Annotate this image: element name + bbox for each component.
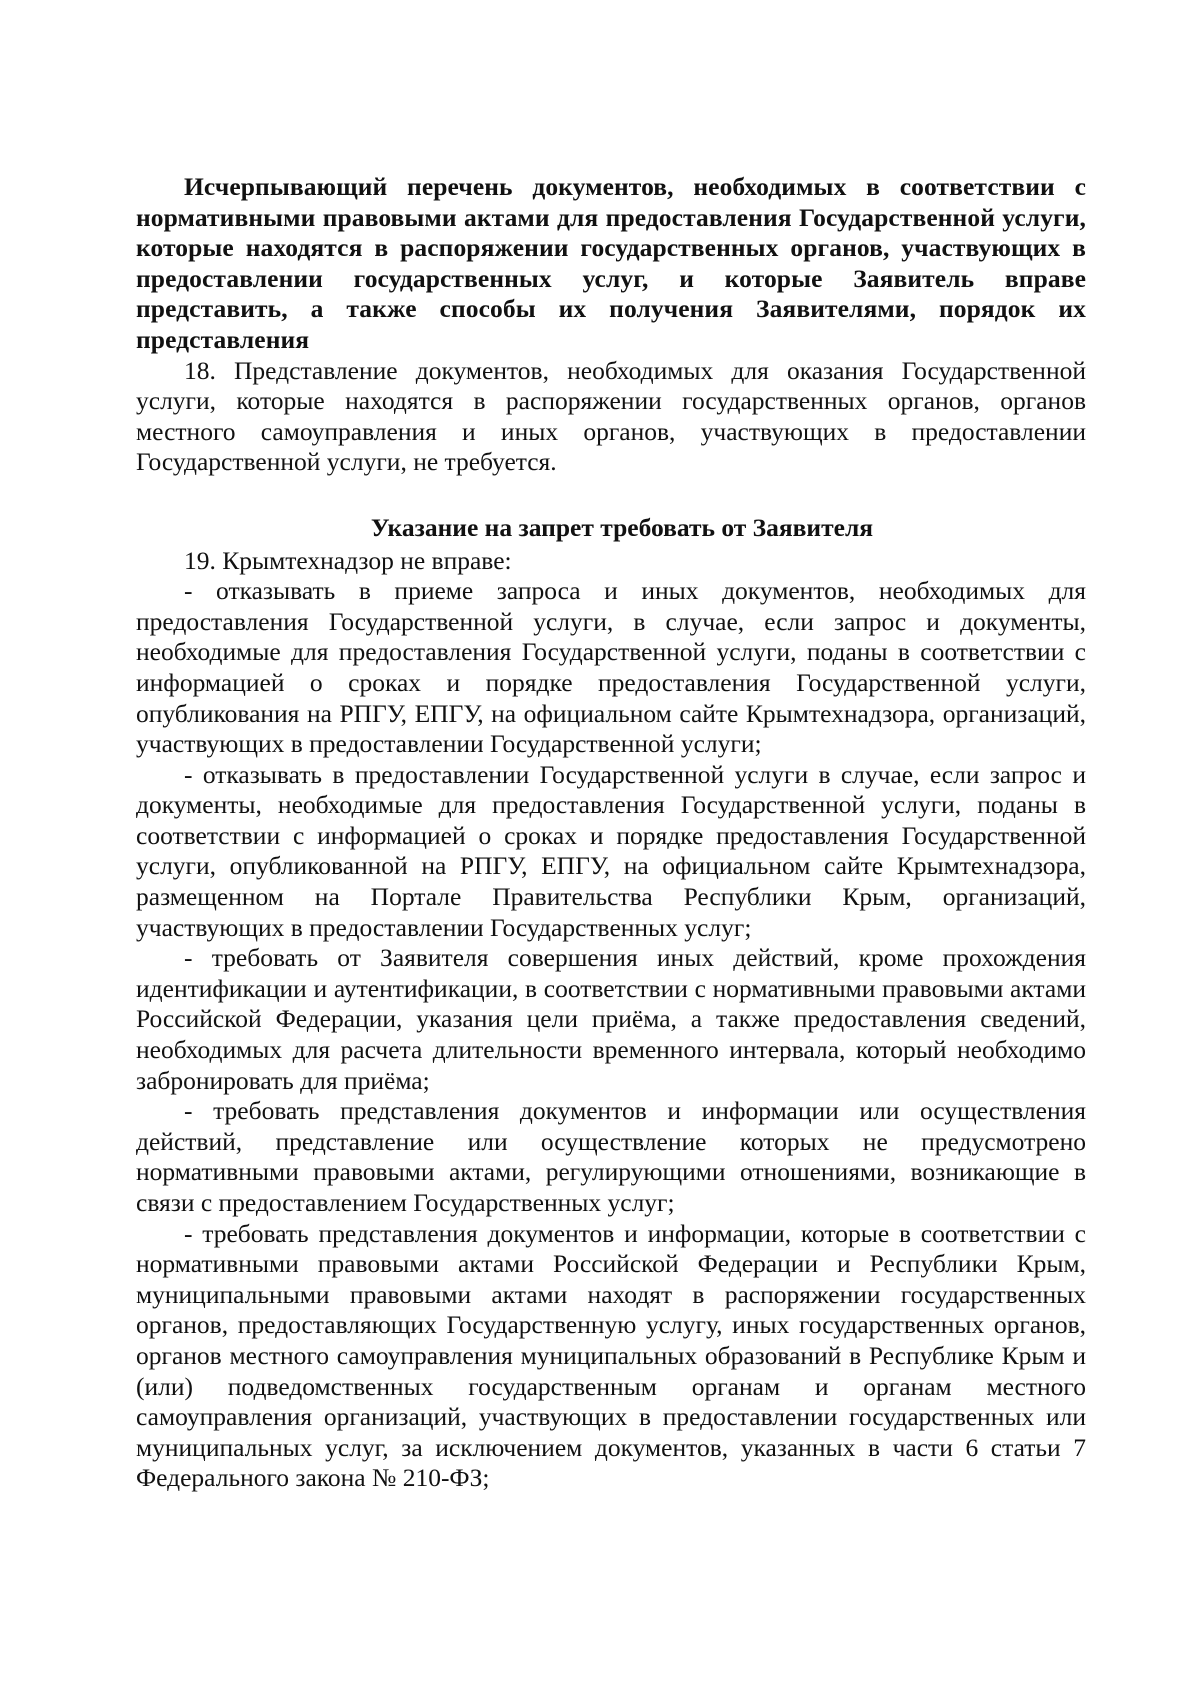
section-heading: Исчерпывающий перечень документов, необходимых в соответствии с нормативными правовыми актами для предоставления Государственной услуги, которые находятся в распоряжении государственных органов, участвующих в предоставлении государственных услуг, и которые Заявитель вправе представить, а также способы их получения Заявителями, порядок их представления [136, 172, 1086, 354]
subheading: Указание на запрет требовать от Заявителя [370, 512, 874, 542]
paragraph-19-intro: 19. Крымтехнадзор не вправе: [184, 545, 512, 575]
list-item: - требовать представления документов и информации или осуществления действий, представление или осуществление которых не предусмотрено нормативными правовыми актами, регулирующими отношениями, возникающие в связи с предоставлением Государственных услуг; [136, 1096, 1086, 1217]
document-body [136, 172, 1086, 1494]
list-item: - отказывать в приеме запроса и иных документов, необходимых для предоставления Государственной услуги, в случае, если запрос и документы, необходимые для предоставления Государственной услуги, поданы в соответствии с информацией о сроках и порядке предоставления Государственной услуги, опубликования на РПГУ, ЕПГУ, на официальном сайте Крымтехнадзора, организаций, участвующих в предоставлении Государственной услуги; [136, 576, 1086, 759]
list-item: - требовать представления документов и информации, которые в соответствии с нормативными правовыми актами Российской Федерации и Республики Крым, муниципальными правовыми актами находят в распоряжении государственных органов, предоставляющих Государственную услугу, иных государственных органов, органов местного самоуправления муниципальных образований в Республике Крым и (или) подведомственных государственным органам и органам местного самоуправления организаций, участвующих в предоставлении государственных или муниципальных услуг, за исключением документов, указанных в части 6 статьи 7 Федерального закона № 210-ФЗ; [136, 1218, 1086, 1493]
list-item: - отказывать в предоставлении Государственной услуги в случае, если запрос и документы, необходимые для предоставления Государственной услуги, поданы в соответствии с информацией о сроках и порядке предоставления Государственной услуги, опубликованной на РПГУ, ЕПГУ, на официальном сайте Крымтехнадзора, размещенном на Портале Правительства Республики Крым, организаций, участвующих в предоставлении Государственных услуг; [136, 759, 1086, 942]
list-item: - требовать от Заявителя совершения иных действий, кроме прохождения идентификации и аутентификации, в соответствии с нормативными правовыми актами Российской Федерации, указания цели приёма, а также предоставления сведений, необходимых для расчета длительности временного интервала, который необходимо забронировать для приёма; [136, 943, 1086, 1095]
paragraph-18: 18. Представление документов, необходимых для оказания Государственной услуги, которые находятся в распоряжении государственных органов, органов местного самоуправления и иных органов, участвующих в предоставлении Государственной услуги, не требуется. [136, 355, 1086, 477]
